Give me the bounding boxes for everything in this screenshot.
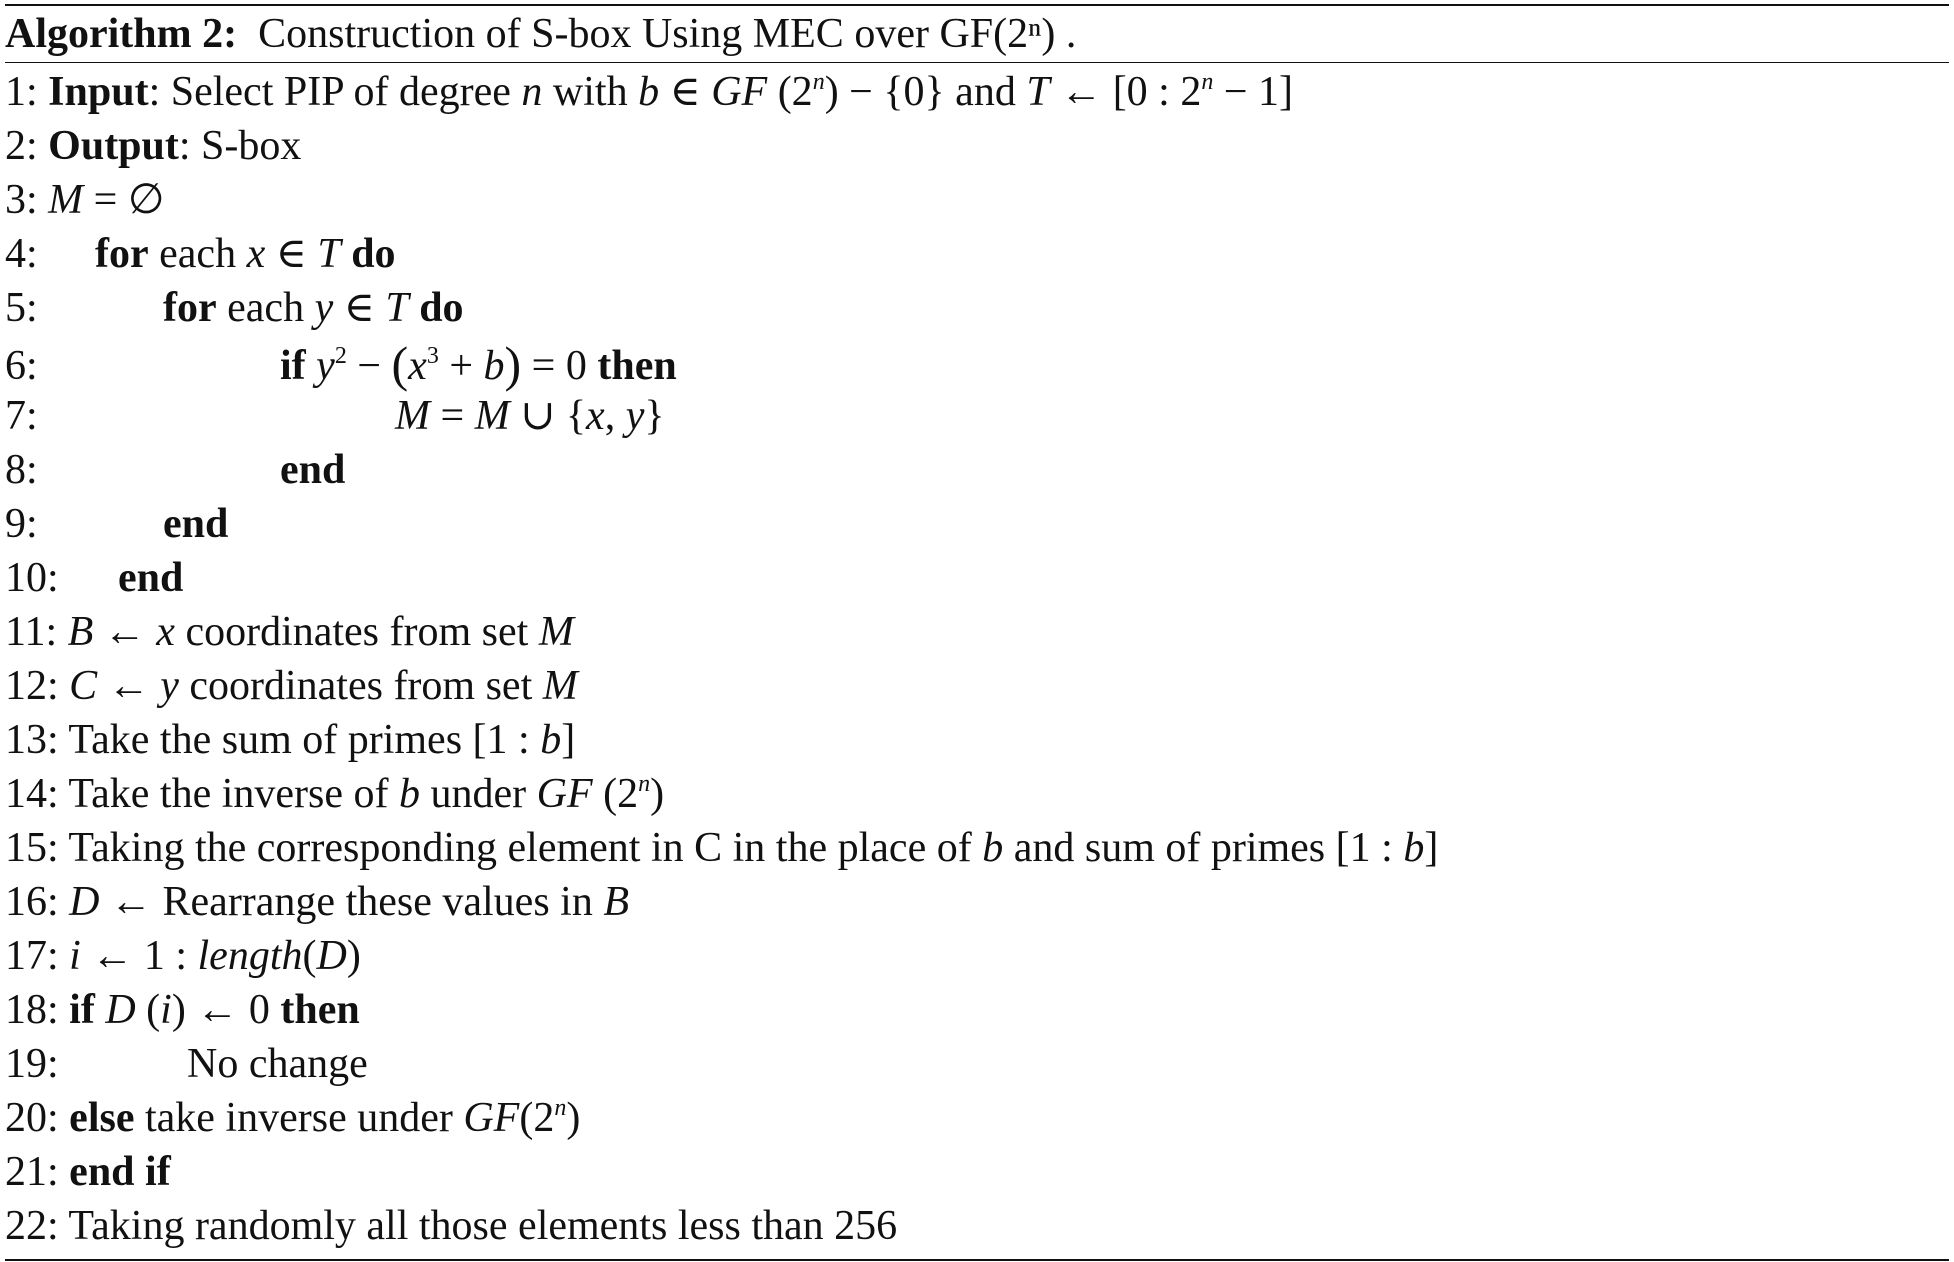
line-text: coordinates from set	[178, 663, 543, 709]
paren-close: )	[504, 336, 522, 392]
superscript: n	[1201, 69, 1214, 95]
math-var: b	[1403, 825, 1425, 871]
line-12	[5, 659, 1949, 713]
keyword: if	[280, 343, 306, 389]
math-var: i	[69, 933, 81, 979]
paren-open: (	[391, 336, 409, 392]
superscript: 2	[334, 343, 347, 369]
line-text: Taking randomly all those elements less than 256	[58, 1203, 898, 1249]
line-text: }	[644, 393, 665, 439]
math-var: D	[105, 987, 136, 1033]
line-text: ]	[1424, 825, 1439, 871]
keyword: end if	[69, 1149, 171, 1195]
line-number: 19:	[5, 1041, 59, 1087]
line-number: 9:	[5, 501, 38, 547]
line-number: 22:	[5, 1203, 59, 1249]
math-var: GF	[536, 771, 593, 817]
line-text: ← Rearrange these values in	[99, 879, 604, 925]
line-text: (2	[519, 1095, 555, 1141]
line-text: under	[420, 771, 537, 817]
line-text: )	[650, 771, 665, 817]
line-text: +	[438, 343, 484, 389]
line-number: 18:	[5, 987, 59, 1033]
line-text: ∈	[659, 69, 712, 115]
line-text: each	[216, 285, 315, 331]
line-text: ∈	[333, 285, 386, 331]
line-text: (2	[592, 771, 639, 817]
math-var: x	[586, 393, 605, 439]
line-text: − 1]	[1213, 69, 1294, 115]
keyword: Input	[48, 69, 149, 115]
algorithm-caption	[5, 6, 1949, 62]
algorithm-label: Algorithm 2:	[5, 11, 238, 57]
line-text: ←	[97, 663, 161, 709]
line-3	[5, 173, 1949, 227]
line-text: ) ← 0	[171, 987, 281, 1033]
line-number: 2:	[5, 123, 38, 169]
math-var: D	[69, 879, 100, 925]
line-8	[5, 443, 1949, 497]
line-13	[5, 713, 1949, 767]
math-var: x	[408, 343, 427, 389]
keyword: end	[280, 447, 346, 493]
math-var: b	[540, 717, 562, 763]
line-number: 7:	[5, 393, 38, 439]
line-18	[5, 983, 1949, 1037]
math-var: T	[1026, 69, 1050, 115]
line-text: ]	[561, 717, 576, 763]
algorithm-block	[5, 4, 1949, 1261]
line-text: take inverse under	[134, 1095, 464, 1141]
line-text: ←	[93, 609, 157, 655]
line-text: and sum of primes [1 :	[1003, 825, 1404, 871]
keyword: for	[163, 285, 217, 331]
line-number: 3:	[5, 177, 38, 223]
keyword: Output	[48, 123, 179, 169]
line-number: 6:	[5, 343, 38, 389]
math-var: M	[542, 663, 578, 709]
line-2	[5, 119, 1949, 173]
math-var: y	[160, 663, 179, 709]
line-text: )	[346, 933, 361, 979]
math-var: M	[538, 609, 574, 655]
line-text: each	[148, 231, 247, 277]
keyword: for	[95, 231, 149, 277]
math-var: length	[197, 933, 303, 979]
math-var: GF	[463, 1095, 520, 1141]
line-7	[5, 389, 1949, 443]
line-text: ← 1 :	[80, 933, 198, 979]
math-var: b	[483, 343, 505, 389]
line-text: Taking the corresponding element in C in the place of	[58, 825, 983, 871]
math-var: M	[48, 177, 84, 223]
math-var: y	[314, 285, 334, 331]
line-21	[5, 1145, 1949, 1199]
keyword: then	[280, 987, 360, 1033]
line-5	[5, 281, 1949, 335]
math-var: B	[603, 879, 629, 925]
algorithm-title: Construction of S-box Using MEC over GF(2ⁿ) .	[258, 11, 1077, 57]
math-var: M	[395, 393, 430, 439]
line-number: 5:	[5, 285, 38, 331]
line-text: : Select PIP of degree	[148, 69, 522, 115]
superscript: n	[812, 69, 825, 95]
line-text: ) − {0} and	[824, 69, 1027, 115]
algorithm-body	[5, 63, 1949, 1253]
keyword: if	[69, 987, 95, 1033]
line-6	[5, 335, 1949, 392]
line-number: 17:	[5, 933, 59, 979]
line-text: : S-box	[178, 123, 302, 169]
superscript: n	[554, 1095, 567, 1121]
keyword: else	[69, 1095, 135, 1141]
math-var: b	[638, 69, 660, 115]
math-var: T	[317, 231, 341, 277]
line-number: 13:	[5, 717, 59, 763]
math-var: D	[316, 933, 347, 979]
keyword: then	[597, 343, 677, 389]
math-var: n	[521, 69, 543, 115]
keyword: end	[118, 555, 184, 601]
math-var: T	[385, 285, 409, 331]
keyword: do	[340, 231, 396, 277]
line-15	[5, 821, 1949, 875]
line-text: )	[566, 1095, 581, 1141]
line-text: No change	[187, 1041, 368, 1087]
math-var: B	[67, 609, 94, 655]
line-4	[5, 227, 1949, 281]
line-text: = 0	[521, 343, 598, 389]
line-17	[5, 929, 1949, 983]
math-var: b	[982, 825, 1004, 871]
line-text: Take the inverse of	[58, 771, 399, 817]
line-number: 1:	[5, 69, 38, 115]
line-22	[5, 1199, 1949, 1253]
line-14	[5, 767, 1949, 821]
math-var: x	[156, 609, 175, 655]
bottom-rule	[5, 1259, 1949, 1261]
line-number: 16:	[5, 879, 59, 925]
line-number: 11:	[5, 609, 58, 655]
superscript: 3	[426, 343, 439, 369]
superscript: n	[638, 771, 651, 797]
math-var: b	[399, 771, 420, 817]
line-number: 12:	[5, 663, 59, 709]
line-number: 21:	[5, 1149, 59, 1195]
line-number: 14:	[5, 771, 59, 817]
keyword: do	[408, 285, 464, 331]
line-text: ← [0 : 2	[1049, 69, 1202, 115]
line-text: (	[302, 933, 317, 979]
math-var: x	[246, 231, 266, 277]
line-1	[5, 65, 1949, 119]
line-9	[5, 497, 1949, 551]
math-var: GF	[711, 69, 768, 115]
line-19	[5, 1037, 1949, 1091]
line-text: (2	[767, 69, 813, 115]
line-text: (	[135, 987, 161, 1033]
line-text: ∪ {	[509, 393, 587, 439]
line-text: =	[430, 393, 475, 439]
math-var: C	[69, 663, 98, 709]
line-number: 10:	[5, 555, 59, 601]
math-var: y	[625, 393, 645, 439]
line-text: ∈	[265, 231, 318, 277]
line-11	[5, 605, 1949, 659]
line-number: 8:	[5, 447, 38, 493]
line-10	[5, 551, 1949, 605]
line-20	[5, 1091, 1949, 1145]
math-var: i	[160, 987, 172, 1033]
keyword: end	[163, 501, 229, 547]
line-text: Take the sum of primes [1 :	[58, 717, 541, 763]
line-16	[5, 875, 1949, 929]
line-number: 4:	[5, 231, 38, 277]
line-text: coordinates from set	[174, 609, 539, 655]
line-number: 20:	[5, 1095, 59, 1141]
line-text: = ∅	[83, 177, 165, 223]
line-text: −	[346, 343, 392, 389]
line-number: 15:	[5, 825, 59, 871]
line-text: ,	[604, 393, 626, 439]
math-var: y	[316, 343, 335, 389]
line-text: with	[542, 69, 639, 115]
math-var: M	[474, 393, 510, 439]
